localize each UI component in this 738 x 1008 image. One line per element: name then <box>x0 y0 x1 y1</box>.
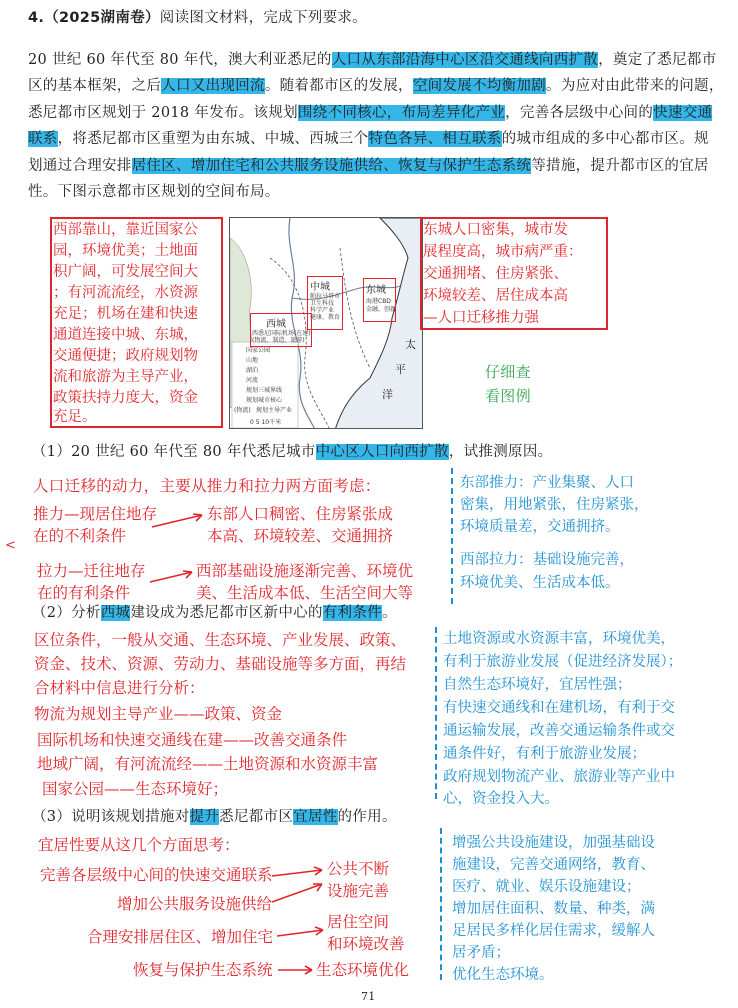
push-detail-line: 本高、环境较差、交通拥挤 <box>207 527 394 545</box>
passage-line-2 <box>28 73 724 99</box>
question-header <box>28 5 367 31</box>
map-note: 西悉尼国际机场(在建) <box>252 330 311 337</box>
q2-text: 。 <box>381 605 397 621</box>
q2-blue-line: 有利于旅游业发展（促进经济发展）； <box>443 654 683 670</box>
q2-blue-line: 土地资源或水资源丰富，环境优美， <box>443 631 675 647</box>
q3-red-result: 居住空间 <box>327 913 390 931</box>
passage-text: ，完善各层级中心间的 <box>505 105 654 121</box>
q2-divider <box>435 627 437 799</box>
right-annotation-line: 交通拥堵、住房紧张、 <box>423 266 568 282</box>
map-note: 健康、教育 <box>310 314 341 321</box>
passage-text: 20 世纪 60 年代至 80 年代，澳大利亚悉尼的 <box>28 52 332 68</box>
legend-item: 国家公园 <box>246 347 271 354</box>
push-detail-line: 东部人口稠密、住房紧张成 <box>207 505 394 523</box>
passage-line-6: 性。下图示意都市区规划的空间布局。 <box>28 184 280 200</box>
push-label-line: 推力—现居住地存 <box>33 505 158 523</box>
legend-item: 河流 <box>246 377 259 384</box>
push-arrow <box>150 505 210 535</box>
q3-red-measure: 恢复与保护生态系统 <box>133 961 273 979</box>
q3-blue-line: 居矛盾； <box>452 945 510 961</box>
left-annotation-line: 园，环境优美；土地面 <box>53 243 198 259</box>
map-note: 海港CBD <box>366 298 391 305</box>
q2-red-line: 国家公园——生态环境好； <box>42 780 229 798</box>
passage-text: 悉尼都市区规划于 2018 年发布。该规划 <box>28 105 298 121</box>
q1-text: ，试推测原因。 <box>448 444 553 460</box>
passage-text: 划通过合理安排 <box>28 158 132 174</box>
right-annotation-line: 展程度高，城市病严重： <box>423 244 583 260</box>
right-annotation-line: 环境较差、居住成本高 <box>423 288 568 304</box>
legend-item: (物流) <box>234 407 251 414</box>
q2-prompt <box>32 600 397 626</box>
map-note: (物流、制造、旅游) <box>252 337 305 344</box>
right-annotation-line: 东城人口密集，城市发 <box>423 222 568 238</box>
q3-blue-line: 施建设，完善交通网络，教育、 <box>452 857 655 873</box>
q1-blue-line: 西部拉力：基础设施完善， <box>460 552 634 568</box>
sydney-map <box>229 217 423 429</box>
q2-red-line: 物流为规划主导产业——政策、资金 <box>34 705 283 723</box>
q3-blue-line: 增加居住面积、数量、种类，满 <box>452 901 655 917</box>
q3-red-result: 生态环境优化 <box>316 961 410 979</box>
q3-blue-line: 增强公共设施建设，加强基础设 <box>452 835 655 851</box>
passage-text: ，奠定了悉尼都市 <box>598 52 717 68</box>
passage-highlight: 人口从东部沿海中心区沿交通线向西扩散 <box>331 52 599 68</box>
passage-highlight: 联系 <box>28 131 58 147</box>
map-label-dongcheng: 东城 <box>366 285 386 296</box>
ocean-label: 洋 <box>382 388 393 401</box>
passage-line-3 <box>28 100 712 126</box>
q2-red-line: 区位条件，一般从交通、生态环境、产业发展、政策、 <box>34 631 407 649</box>
q3-red-measure: 合理安排居住区、增加住宅 <box>87 928 274 946</box>
legend-item: 湖泊 <box>246 367 259 374</box>
q2-red-line: 国际机场和快速交通线在建——改善交通条件 <box>37 731 348 749</box>
legend-item: 规划主导产业 <box>256 407 293 414</box>
passage-text: 。随着都市区的发展， <box>264 78 413 94</box>
q3-red-result: 公共不断 <box>327 860 390 878</box>
q1-blue-line: 环境质量差，交通拥挤。 <box>460 519 620 535</box>
q3-red-result: 设施完善 <box>327 882 390 900</box>
left-annotation-line: 积广阔，可发展空间大 <box>53 264 198 280</box>
passage-highlight: 居住区、增加住宅和公共服务设施供给、恢复与保护生态系统 <box>131 158 532 174</box>
q3-arrow-housing <box>275 920 330 944</box>
q2-text: 建设成为悉尼都市区新中心的 <box>130 605 323 621</box>
q1-prompt <box>32 439 552 465</box>
map-label-xicheng: 西城 <box>266 319 286 330</box>
q2-blue-line: 有快速交通线和在建机场，有利于交 <box>443 700 675 716</box>
q3-text: 悉尼都市区 <box>219 809 294 825</box>
map-note-line: 仔细查 <box>485 363 531 381</box>
map-scale: 0 5 10千米 <box>250 419 282 426</box>
pull-detail-line: 西部基础设施逐渐完善、环境优 <box>196 562 414 580</box>
passage-line-1 <box>28 47 717 73</box>
passage-highlight: 特色各异、相互联系 <box>368 131 502 147</box>
q2-red-line: 合材料中信息进行分析： <box>34 679 205 697</box>
q3-divider <box>440 828 442 980</box>
passage-text: 的城市组成的多中心都市区。规 <box>501 131 709 147</box>
q1-text: （1）20 世纪 60 年代至 80 年代悉尼城市 <box>32 444 316 460</box>
q3-text: （3）说明该规划措施对 <box>32 809 190 825</box>
q2-blue-line: 自然生态环境好，宜居性强； <box>443 677 632 693</box>
q3-text: 的作用。 <box>337 809 397 825</box>
page-number: 71 <box>361 990 376 1003</box>
q2-highlight: 西城 <box>100 605 131 621</box>
q3-blue-line: 足居民多样化居住需求，缓解人 <box>452 923 655 939</box>
question-source: （2025湖南卷） <box>44 10 160 26</box>
push-label-line: 在的不利条件 <box>33 527 127 545</box>
legend-item: 山地 <box>246 357 259 364</box>
q1-blue-line: 环境优美、生活成本低。 <box>460 575 620 591</box>
q2-red-line: 资金、技术、资源、劳动力、基础设施等多方面，再结 <box>34 655 407 673</box>
q3-red-measure: 完善各层级中心间的快速交通联系 <box>40 866 273 884</box>
passage-text: 。为应对由此带来的问题， <box>546 78 724 94</box>
map-label-zhongcheng: 中城 <box>310 282 330 293</box>
q3-blue-line: 医疗、就业、娱乐设施建设； <box>452 879 641 895</box>
q3-highlight: 宜居性 <box>293 809 338 825</box>
q2-blue-line: 通条件好，有利于旅游业发展； <box>443 746 646 762</box>
map-note: 科学产业 <box>310 307 335 314</box>
q1-blue-line: 东部推力：产业集聚、人口 <box>460 475 634 491</box>
q2-highlight: 有利条件 <box>322 605 382 621</box>
q1-highlight: 中心区人口向西扩散 <box>315 444 449 460</box>
q2-blue-line: 通运输发展，改善交通运输条件或交 <box>443 723 675 739</box>
passage-text: 等措施，提升都市区的宜居 <box>531 158 709 174</box>
q3-red-measure: 增加公共服务设施供给 <box>117 895 273 913</box>
map-note: 金融、创新 <box>366 306 397 313</box>
q2-red-line: 地域广阔，有河流流经——土地资源和水资源丰富 <box>37 755 379 773</box>
question-number: 4. <box>28 10 45 26</box>
q3-blue-line: 优化生态环境。 <box>452 967 554 983</box>
q1-blue-line: 密集，用地紧张，住房紧张， <box>460 497 649 513</box>
left-annotation-line: 充足。 <box>53 409 97 425</box>
q3-highlight: 提升 <box>189 809 220 825</box>
q3-arrows-top <box>270 862 330 908</box>
left-annotation-line: 政策扶持力度大，资金 <box>53 390 198 406</box>
pull-arrow <box>148 564 198 588</box>
map-note-line: 看图例 <box>485 387 531 405</box>
q3-red-intro: 宜居性要从这几个方面思考： <box>38 836 240 854</box>
legend-item: 规划三城界线 <box>246 387 283 394</box>
passage-highlight: 空间发展不均衡加剧 <box>412 78 547 94</box>
left-annotation-line: 西部靠山，靠近国家公 <box>53 222 198 238</box>
passage-highlight: 人口又出现回流 <box>161 78 265 94</box>
pull-label-line: 拉力—迁往地存 <box>37 562 146 580</box>
ocean-label: 太 <box>405 338 416 351</box>
passage-text: ，将悉尼都市区重塑为由东城、中城、西城三个 <box>57 131 369 147</box>
passage-text: 区的基本框架，之后 <box>28 78 162 94</box>
map-note: 卫生科技 <box>310 300 335 307</box>
q3-red-result: 和环境改善 <box>327 935 405 953</box>
map-note: 帕拉马塔市 <box>310 293 341 300</box>
passage-highlight: 快速交通 <box>653 105 713 121</box>
passage-line-5 <box>28 153 709 179</box>
q3-prompt <box>32 804 397 830</box>
left-annotation-line: 通道连接中城、东城， <box>53 327 198 343</box>
q1-divider <box>451 468 453 604</box>
ocean-label: 平 <box>395 363 406 376</box>
margin-mark: < <box>5 538 17 553</box>
left-annotation-line: ；有河流流经，水资源 <box>53 285 198 301</box>
pull-detail-line: 美、生活成本低、生活空间大等 <box>196 584 414 602</box>
passage-highlight: 围绕不同核心，布局差异化产业 <box>297 105 506 121</box>
q3-arrow-eco <box>276 962 318 978</box>
left-annotation-line: 流和旅游为主导产业， <box>53 369 198 385</box>
q2-text: （2）分析 <box>32 605 101 621</box>
q1-red-intro: 人口迁移的动力，主要从推力和拉力两方面考虑： <box>33 477 381 495</box>
left-annotation-line: 充足；机场在建和快速 <box>53 306 198 322</box>
legend-item: 规划城市核心 <box>246 397 283 404</box>
question-instruction: 阅读图文材料，完成下列要求。 <box>159 10 367 26</box>
right-annotation-line: —人口迁移推力强 <box>423 310 539 326</box>
q2-blue-line: 心，资金投入大。 <box>443 791 559 807</box>
pull-label-line: 在的有利条件 <box>37 584 131 602</box>
q2-blue-line: 政府规划物流产业、旅游业等产业中 <box>443 769 675 785</box>
passage-line-4 <box>28 126 709 152</box>
left-annotation-line: 交通便捷；政府规划物 <box>53 348 198 364</box>
